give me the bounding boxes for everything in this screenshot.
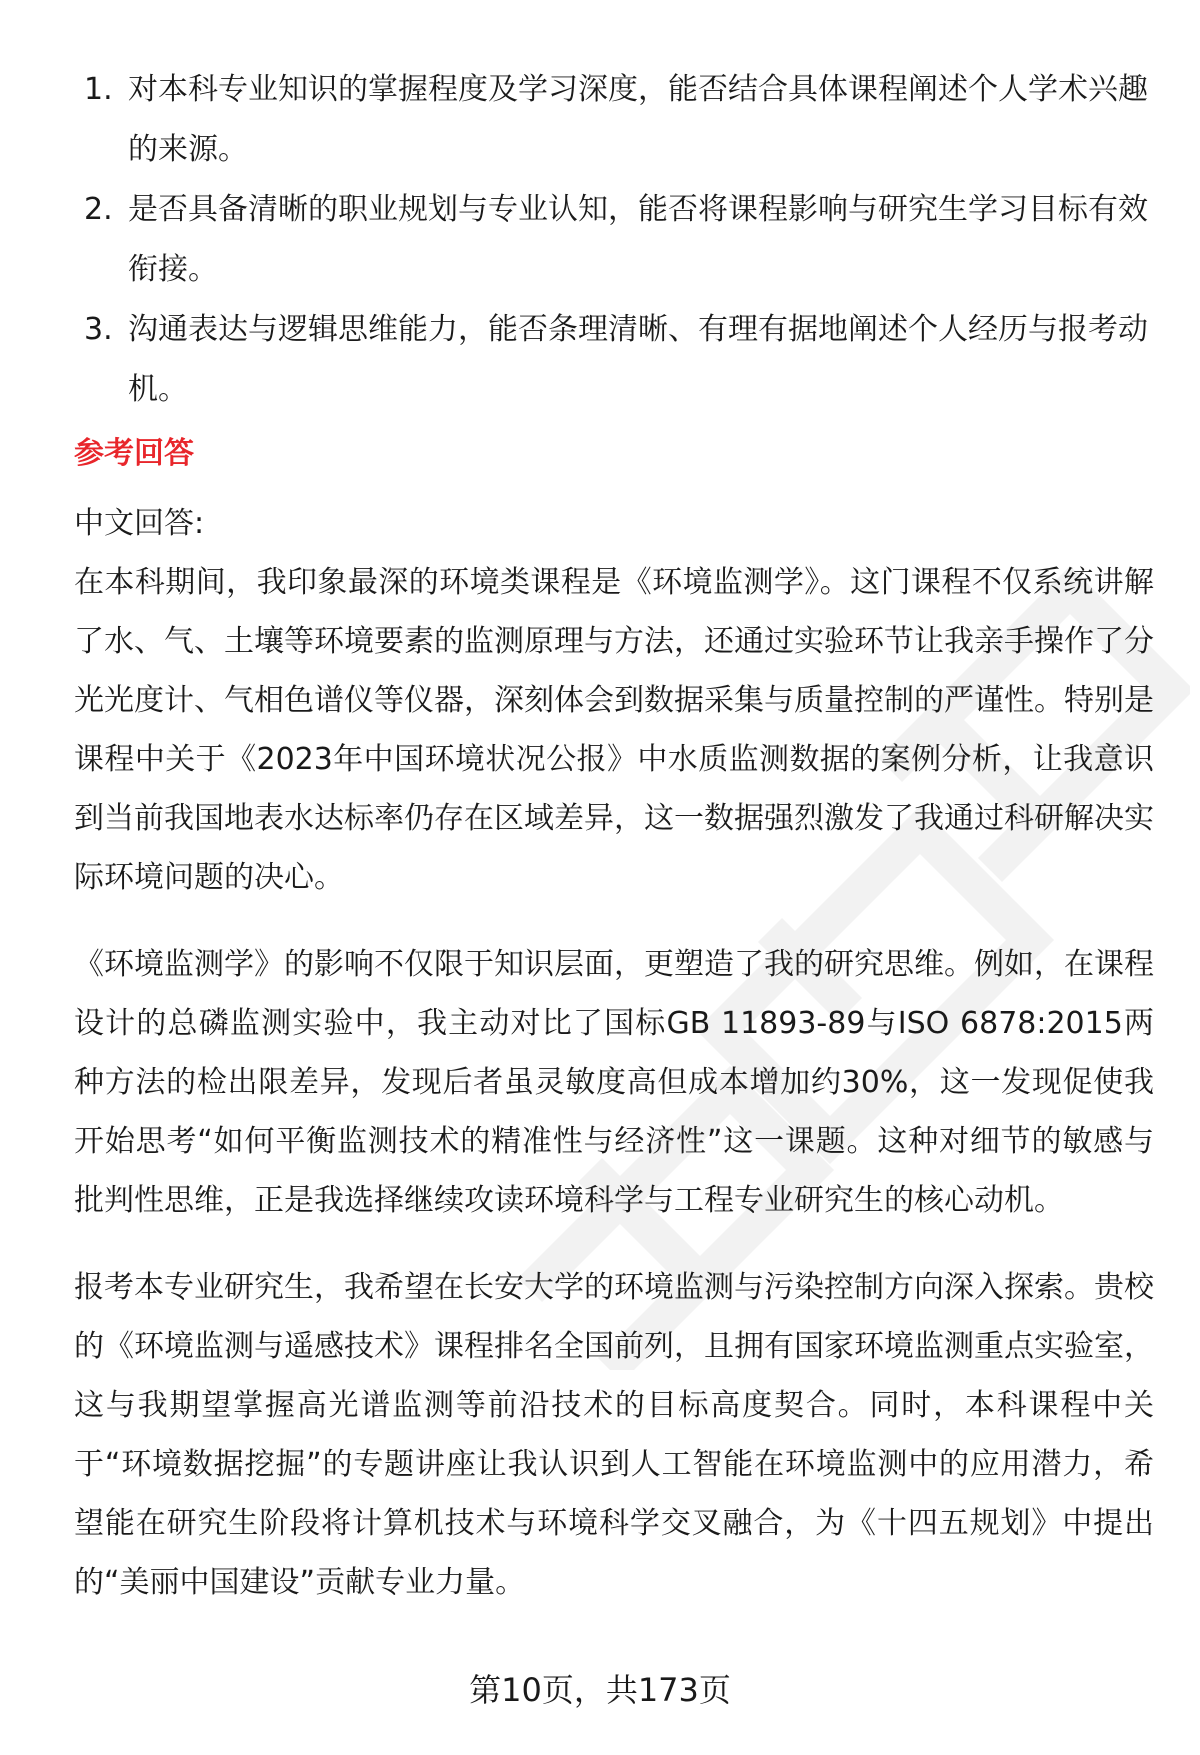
list-item: [74, 180, 1154, 300]
answer-paragraph-2: 《环境监测学》的影响不仅限于知识层面，更塑造了我的研究思维。例如，在课程设计的总磷监测实验中，我主动对比了国标GB 11893-89与ISO 6878:2015两种方法的检出限差异，发现后者虽灵敏度高但成本增加约30%，这一发现促使我开始思考“如何平衡监测技术的精准性与经济性”这一课题。这种对细节的敏感与批判性思维，正是我选择继续攻读环境科学与工程专业研究生的核心动机。: [74, 947, 1154, 1218]
list-number: 1.: [84, 72, 113, 107]
list-item-text: 沟通表达与逻辑思维能力，能否条理清晰、有理有据地阐述个人经历与报考动机。: [128, 312, 1148, 407]
list-number: 3.: [84, 312, 113, 347]
answer-paragraph-3: 报考本专业研究生，我希望在长安大学的环境监测与污染控制方向深入探索。贵校的《环境监测与遥感技术》课程排名全国前列，且拥有国家环境监测重点实验室，这与我期望掌握高光谱监测等前沿技术的目标高度契合。同时，本科课程中关于“环境数据挖掘”的专题讲座让我认识到人工智能在环境监测中的应用潜力，希望能在研究生阶段将计算机技术与环境科学交叉融合，为《十四五规划》中提出的“美丽中国建设”贡献专业力量。: [74, 1270, 1154, 1600]
list-item: [74, 300, 1154, 420]
page-number-footer: 第10页，共173页: [469, 1671, 731, 1709]
main-content: [74, 60, 1154, 1612]
reference-answer-heading: 参考回答: [74, 436, 194, 471]
list-item-text: 对本科专业知识的掌握程度及学习深度，能否结合具体课程阐述个人学术兴趣的来源。: [128, 72, 1148, 167]
list-number: 2.: [84, 192, 113, 227]
list-item-text: 是否具备清晰的职业规划与专业认知，能否将课程影响与研究生学习目标有效衔接。: [128, 192, 1148, 287]
list-item: [74, 60, 1154, 180]
evaluation-criteria-list: [74, 60, 1154, 420]
answer-paragraph-1: 在本科期间，我印象最深的环境类课程是《环境监测学》。这门课程不仅系统讲解了水、气、土壤等环境要素的监测原理与方法，还通过实验环节让我亲手操作了分光光度计、气相色谱仪等仪器，深刻体会到数据采集与质量控制的严谨性。特别是课程中关于《2023年中国环境状况公报》中水质监测数据的案例分析，让我意识到当前我国地表水达标率仍存在区域差异，这一数据强烈激发了我通过科研解决实际环境问题的决心。: [74, 565, 1154, 895]
answer-lead: 中文回答:: [74, 506, 205, 541]
